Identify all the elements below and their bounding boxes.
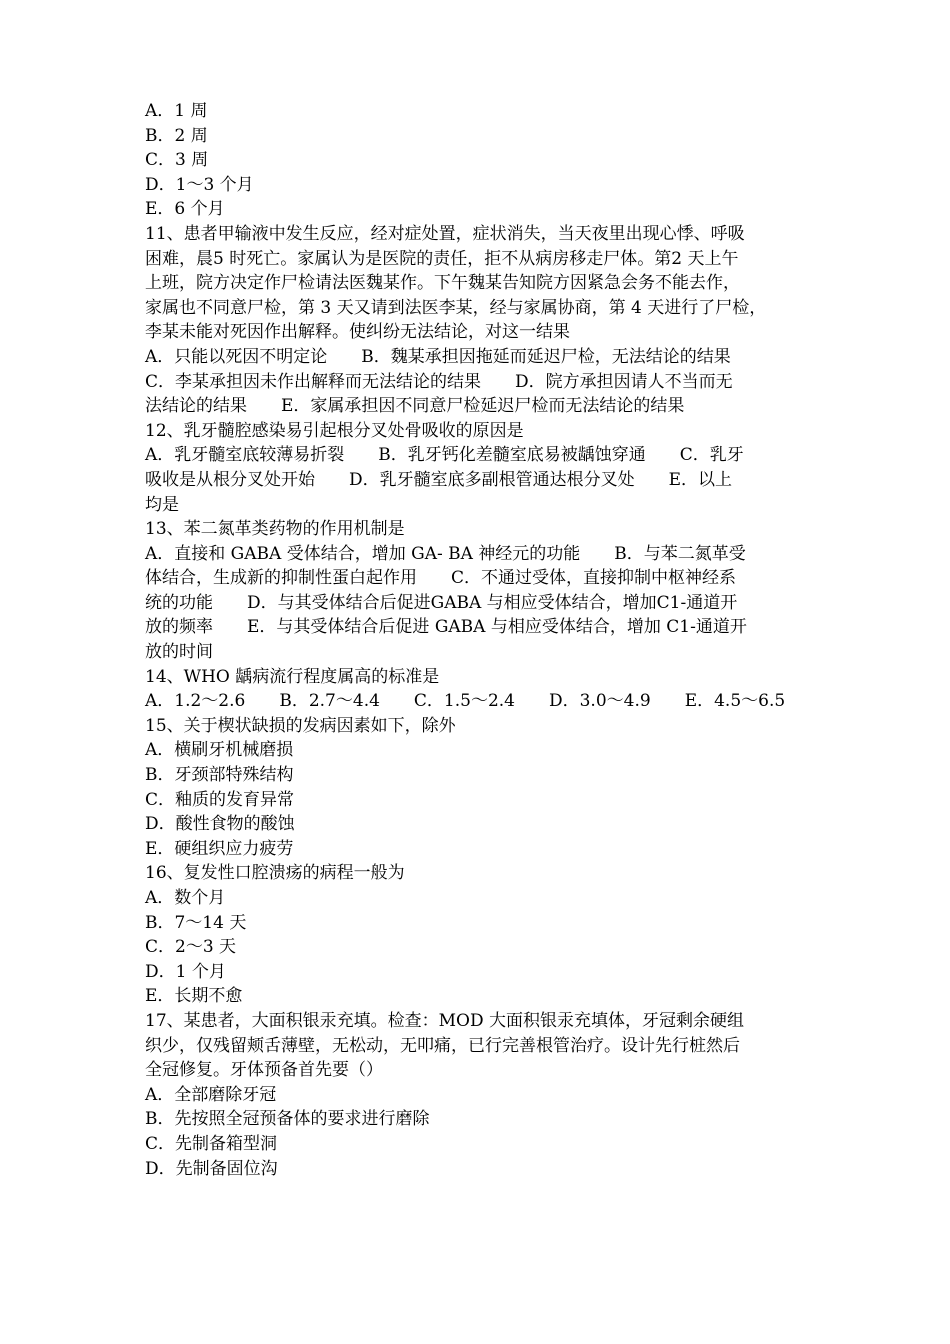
paragraph-line: 上班，院方决定作尸检请法医魏某作。下午魏某告知院方因紧急会务不能去作， <box>145 273 740 294</box>
text-line: A．横刷牙机械磨损 <box>145 740 294 761</box>
text-line: 12、乳牙髓腔感染易引起根分叉处骨吸收的原因是 <box>145 420 524 441</box>
text-line: E．硬组织应力疲劳 <box>145 838 294 859</box>
paragraph-line: 均是 <box>145 494 179 515</box>
paragraph-line: C．李某承担因未作出解释而无法结论的结果 D．院方承担因请人不当而无 <box>145 371 733 392</box>
paragraph-line: 吸收是从根分叉处开始 D．乳牙髓室底多副根管通达根分叉处 E．以上 <box>145 469 733 490</box>
paragraph-line: 困难，晨5 时死亡。家属认为是医院的责任，拒不从病房移走尸体。第2 天上午 <box>145 248 739 269</box>
text-line: D．酸性食物的酸蚀 <box>145 814 295 835</box>
text-line: D．1 个月 <box>145 961 226 982</box>
text-line: A．全部磨除牙冠 <box>145 1084 277 1105</box>
text-line: A．数个月 <box>145 888 226 908</box>
text-line: 15、关于楔状缺损的发病因素如下，除外 <box>145 715 456 736</box>
paragraph <box>145 443 813 517</box>
paragraph-line: 家属也不同意尸检，第 3 天又请到法医李某，经与家属协商，第 4 天进行了尸检， <box>145 297 767 318</box>
paragraph <box>145 542 813 665</box>
paragraph-line: 织少，仅残留颊舌薄壁，无松动，无叩痛，已行完善根管治疗。设计先行桩然后 <box>145 1035 740 1056</box>
text-line: C．先制备箱型洞 <box>145 1133 278 1154</box>
paragraph-line: A．直接和 GABA 受体结合，增加 GA- BA 神经元的功能 B．与苯二氮革受 <box>145 543 746 564</box>
document-body <box>145 99 813 1181</box>
text-line: E．6 个月 <box>145 199 225 220</box>
paragraph-line: 体结合，生成新的抑制性蛋白起作用 C．不通过受体，直接抑制中枢神经系 <box>145 568 737 589</box>
text-line: B．2 周 <box>145 125 208 146</box>
text-line: B．先按照全冠预备体的要求进行磨除 <box>145 1109 430 1130</box>
text-line: E．长期不愈 <box>145 986 243 1007</box>
text-line: B．7～14 天 <box>145 912 247 933</box>
text-line: 14、WHO 龋病流行程度属高的标准是 <box>145 666 440 687</box>
paragraph <box>145 1009 813 1083</box>
paragraph-line: A．乳牙髓室底较薄易折裂 B．乳牙钙化差髓室底易被龋蚀穿通 C．乳牙 <box>145 445 744 466</box>
text-line: B．牙颈部特殊结构 <box>145 765 294 786</box>
paragraph-line: 17、某患者，大面积银汞充填。检查：MOD 大面积银汞充填体，牙冠剩余硬组 <box>145 1010 745 1031</box>
paragraph-line: 放的时间 <box>145 642 213 663</box>
paragraph-line: A．只能以死因不明定论 B．魏某承担因拖延而延迟尸检，无法结论的结果 <box>145 346 731 367</box>
text-line: 13、苯二氮革类药物的作用机制是 <box>145 519 405 540</box>
text-line: C．3 周 <box>145 150 209 171</box>
paragraph-line: 李某未能对死因作出解释。使纠纷无法结论，对这一结果 <box>145 322 570 343</box>
paragraph-line: 全冠修复。牙体预备首先要（） <box>145 1060 383 1081</box>
text-line: C．釉质的发育异常 <box>145 789 295 810</box>
paragraph-line: 放的频率 E．与其受体结合后促进 GABA 与相应受体结合，增加 C1-通道开 <box>145 617 747 638</box>
text-line: A．1 周 <box>145 101 208 121</box>
text-line: 16、复发性口腔溃疡的病程一般为 <box>145 863 405 884</box>
paragraph-line: 11、患者甲输液中发生反应，经对症处置，症状消失，当天夜里出现心悸、呼吸 <box>145 223 745 244</box>
paragraph-line: 统的功能 D．与其受体结合后促进GABA 与相应受体结合，增加C1-通道开 <box>145 592 738 613</box>
paragraph-line: 法结论的结果 E．家属承担因不同意尸检延迟尸检而无法结论的结果 <box>145 396 685 417</box>
text-line: A．1.2～2.6 B．2.7～4.4 C．1.5～2.4 D．3.0～4.9 E．4.5～6.5 <box>145 691 786 712</box>
paragraph <box>145 345 813 419</box>
text-line: D．1～3 个月 <box>145 174 254 195</box>
text-line: D．先制备固位沟 <box>145 1158 278 1179</box>
paragraph <box>145 222 813 345</box>
text-line: C．2～3 天 <box>145 937 237 958</box>
